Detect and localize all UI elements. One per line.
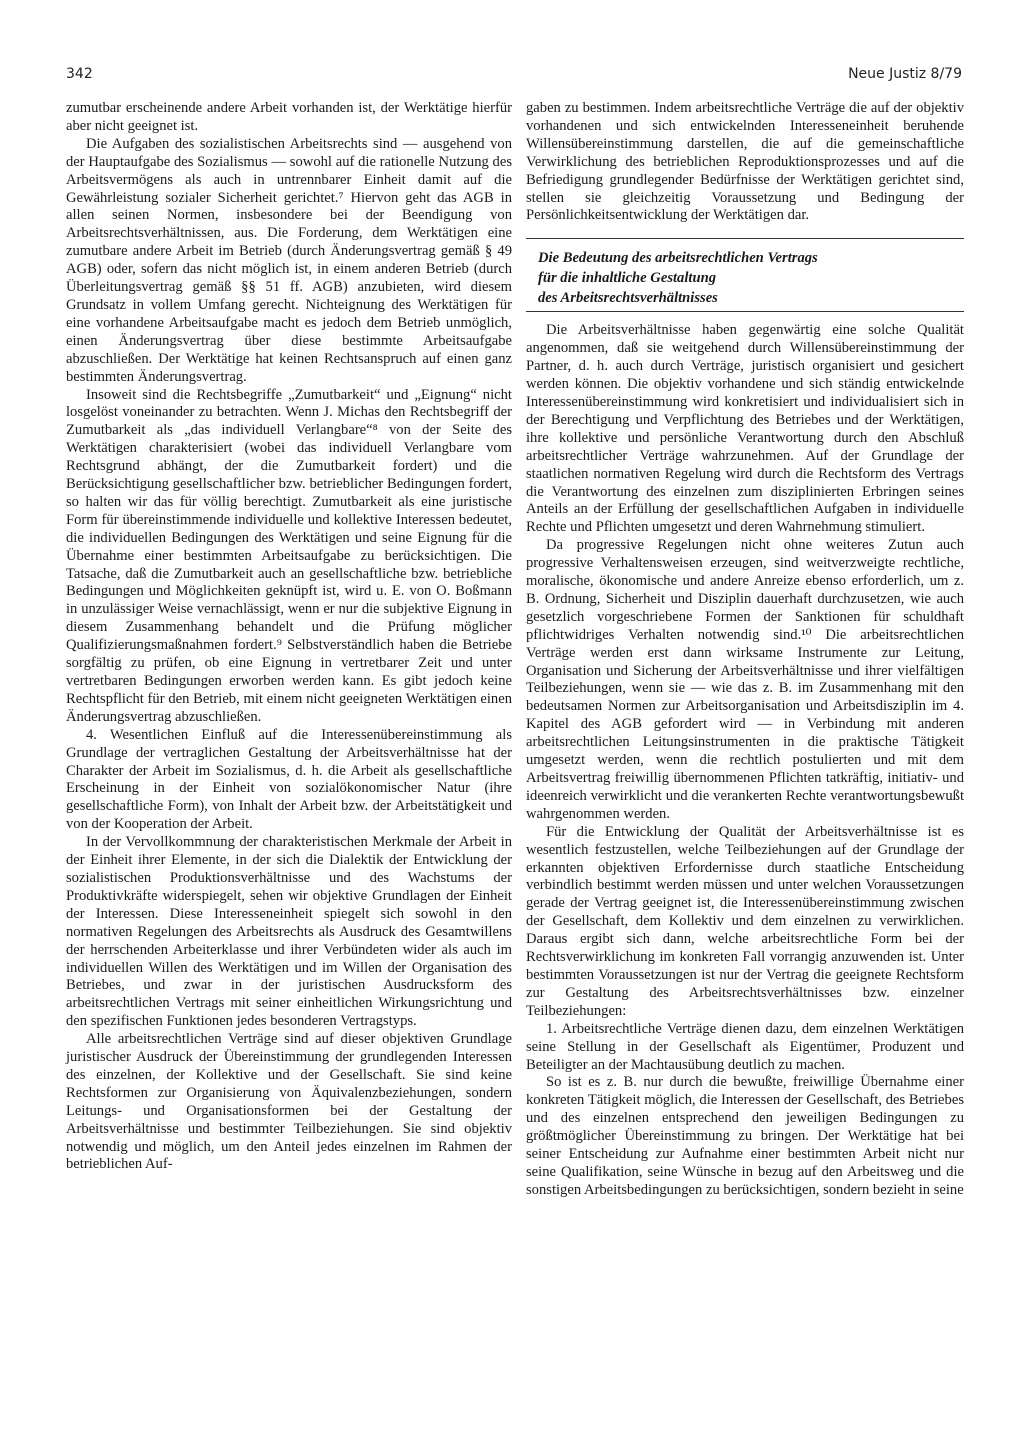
paragraph: zumutbar erscheinende andere Arbeit vorhanden ist, der Werktätige hierfür aber nicht geeignet ist. xyxy=(66,100,512,134)
section-divider xyxy=(526,311,964,312)
journal-title: Neue Justiz 8/79 xyxy=(848,66,962,82)
right-column xyxy=(526,100,964,1200)
paragraph: Für die Entwicklung der Qualität der Arbeitsverhältnisse ist es wesentlich festzustellen, welche Teilbeziehungen auf der Grundlage der erkannten objektiven Erfordernisse durch staatliche Entscheidung verbindlich bestimmt werden müssen und unter welchen Voraussetzungen gerade der Vertrag geeignet ist, die Interessenübereinstimmung zwischen der Gesellschaft, dem Kollektiv und dem einzelnen zu verwirklichen. Daraus ergibt sich dann, welche arbeitsrechtliche Form bei der Rechtsverwirklichung im konkreten Fall vorrangig anzuwenden ist. Unter bestimmten Voraussetzungen ist nur der Vertrag die geeignete Rechtsform zur Gestaltung des Arbeitsrechtsverhältnisses bzw. einzelner Teilbeziehungen: xyxy=(526,823,964,1019)
section-heading-line: Die Bedeutung des arbeitsrechtlichen Vertrags xyxy=(538,250,818,267)
paragraph: In der Vervollkommnung der charakteristischen Merkmale der Arbeit in der Einheit ihrer Elemente, in der sich die Dialektik der Entwicklung der sozialistischen Produktionsverhältnisse und des Wachstums der Produktivkräfte widerspiegelt, sehen wir objektive Grundlagen der Einheit der Interessen. Diese Interesseneinheit spiegelt sich sowohl in den normativen Regelungen des Arbeitsrechts als Ausdruck des Gesamtwillens der herrschenden Arbeiterklasse und ihrer Verbündeten wider als auch im individuellen Willen des Werktätigen und im Willen der Organisation des Betriebes, und zwar in der juristischen Ausdrucksform des arbeitsrechtlichen Vertrags mit seiner einheitlichen Wirkungsrichtung und den spezifischen Funktionen jedes besonderen Vertragstyps. xyxy=(66,834,512,1030)
section-heading xyxy=(526,249,964,307)
paragraph: gaben zu bestimmen. Indem arbeitsrechtliche Verträge die auf der objektiv vorhandenen und sich entwickelnden Interesseneinheit beruhende Willensübereinstimmung darstellen, die auf die gemeinschaftliche Verwirklichung des betrieblichen Reproduktionsprozesses und auf die Befriedigung grundlegender Bedürfnisse der Werktätigen gerichtet sind, stellen sie gleichzeitig Voraussetzung und Bedingung der Persönlichkeitsentwicklung der Werktätigen dar. xyxy=(526,100,964,224)
left-column xyxy=(66,100,512,1174)
section-divider xyxy=(526,238,964,239)
paragraph: So ist es z. B. nur durch die bewußte, freiwillige Übernahme einer konkreten Tätigkeit möglich, die Interessen der Gesellschaft, des Betriebes und des einzelnen entsprechend den jeweiligen Bedingungen zu größtmöglicher Übereinstimmung zu bringen. Der Werktätige hat bei seiner Entscheidung zur Aufnahme einer bestimmten Arbeit nicht nur seine Qualifikation, seine Wünsche in bezug auf den Arbeitsweg und die sonstigen Arbeitsbedingungen zu berücksichtigen, sondern bezieht in seine xyxy=(526,1074,964,1198)
paragraph: 1. Arbeitsrechtliche Verträge dienen dazu, dem einzelnen Werktätigen seine Stellung in der Gesellschaft als Eigentümer, Produzent und Beteiligter an der Machtausübung deutlich zu machen. xyxy=(526,1020,964,1073)
paragraph: Die Arbeitsverhältnisse haben gegenwärtig eine solche Qualität angenommen, daß sie weitgehend durch Willensübereinstimmung der Partner, d. h. auch durch Verträge, juristisch organisiert und gesichert werden können. Die objektiv vorhandene und sich ständig entwickelnde Interessenübereinstimmung wird konkretisiert und individualisiert sich in der Berechtigung und Verpflichtung des Betriebes und der Werktätigen, ihre kollektive und persönliche Verantwortung durch den Abschluß arbeitsrechtlicher Verträge wahrzunehmen. Auf der Grundlage der staatlichen normativen Regelung wird durch die Rechtsform des Vertrags die Verantwortung des einzelnen zum disziplinierten Erbringen seines Anteils an der Erfüllung der gesellschaftlichen Aufgaben in individuelle Rechte und Pflichten umgesetzt und deren Wahrnehmung stimuliert. xyxy=(526,322,964,536)
paragraph: Insoweit sind die Rechtsbegriffe „Zumutbarkeit“ und „Eignung“ nicht losgelöst voneinander zu betrachten. Wenn J. Michas den Rechtsbegriff der Zumutbarkeit als „das individuell Verlangbare“⁸ von der Seite des Werktätigen charakterisiert (wobei das individuell Verlangbare vom Rechtsgrund abhängt, der die Zumutbarkeit fordert) und die Berücksichtigung gesellschaftlicher bzw. betrieblicher Bedingungen fordert, so halten wir das für völlig berechtigt. Zumutbarkeit als eine juristische Form für übereinstimmende individuelle und kollektive Interessen bedeutet, die individuellen Bedingungen des Werktätigen und seine Eignung für die Übernahme einer bestimmten Arbeitsaufgabe zu berücksichtigen. Die Tatsache, daß die Zumutbarkeit auch an gesellschaftliche bzw. betriebliche Bedingungen und Möglichkeiten geknüpft ist, wird u. E. von O. Boßmann in unzulässiger Weise vernachlässigt, wenn er nur die subjektive Eignung in diesem Zusammenhang behandelt und die Prüfung möglicher Qualifizierungsmaßnahmen fordert.⁹ Selbstverständlich haben die Betriebe sorgfältig zu prüfen, ob eine Eignung in vertretbarer Zeit und unter vertretbaren Bedingungen erworben werden kann. Es gibt jedoch keine Rechtspflicht für den Betrieb, mit einem nicht geeigneten Werktätigen einen Änderungsvertrag abzuschließen. xyxy=(66,386,512,725)
page-number: 342 xyxy=(66,66,93,82)
section-heading-line: für die inhaltliche Gestaltung xyxy=(538,270,716,287)
page-header xyxy=(66,66,962,82)
paragraph: Die Aufgaben des sozialistischen Arbeitsrechts sind — ausgehend von der Hauptaufgabe des Sozialismus — sowohl auf die rationelle Nutzung des Arbeitsvermögens als auch in untrennbarer Einheit damit auf die Gewährleistung sozialer Sicherheit gerichtet.⁷ Hiervon geht das AGB in allen seinen Normen, insbesondere bei der Beendigung von Arbeitsrechtsverhältnissen, aus. Die Forderung, dem Werktätigen eine zumutbare andere Arbeit im Betrieb (durch Änderungsvertrag gemäß § 49 AGB) oder, sofern das nicht möglich ist, in einem anderen Betrieb (durch Überleitungsvertrag gemäß §§ 51 ff. AGB) anzubieten, wird diesem Grundsatz in vollem Umfang gerecht. Nichteignung des Werktätigen für eine vorhandene Arbeitsaufgabe macht es jedoch dem Betrieb unmöglich, einen Änderungsvertrag über diese bestimmte Arbeitsaufgabe abzuschließen. Der Werktätige hat keinen Rechtsanspruch auf einen ganz bestimmten Änderungsvertrag. xyxy=(66,135,512,385)
paragraph: Alle arbeitsrechtlichen Verträge sind auf dieser objektiven Grundlage juristischer Ausdruck der Übereinstimmung der grundlegenden Interessen des einzelnen, der Kollektive und der Gesellschaft. Sie sind keine Rechtsformen zur Organisierung von Äquivalenzbeziehungen, sondern Leitungs- und Organisationsformen bei der Gestaltung der Arbeitsverhältnisse und bestimmter Teilbeziehungen. Sie sind objektiv notwendig und möglich, um den Anteil jedes einzelnen im Rahmen der betrieblichen Auf- xyxy=(66,1031,512,1173)
paragraph: Da progressive Regelungen nicht ohne weiteres Zutun auch progressive Verhaltensweisen erzeugen, sind weitverzweigte rechtliche, moralische, ökonomische und andere Anreize ebenso erforderlich, um z. B. Ordnung, Sicherheit und Disziplin dauerhaft durchzusetzen, wie auch gesetzlich vorgeschriebene Formen der Sanktionen für schuldhaft pflichtwidriges Verhalten notwendig sind.¹⁰ Die arbeitsrechtlichen Verträge werden erst dann wirksame Instrumente zur Leitung, Organisation und Sicherung der Arbeitsverhältnisse und ihrer vielfältigen Teilbeziehungen, wenn sie — wie das z. B. im Zusammenhang mit den bedeutsamen Normen zur Arbeitsorganisation und Arbeitsdisziplin im 4. Kapitel des AGB gefordert wird — in Verbindung mit anderen arbeitsrechtlichen Leitungsinstrumenten in die praktische Tätigkeit umgesetzt werden, wenn die rechtlich postulierten und mit dem Arbeitsvertrag freiwillig übernommenen Pflichten tatkräftig, initiativ- und ideenreich verwirklicht und die verankerten Rechte verantwortungsbewußt wahrgenommen werden. xyxy=(526,537,964,822)
section-heading-line: des Arbeitsrechtsverhältnisses xyxy=(538,290,718,307)
paragraph: 4. Wesentlichen Einfluß auf die Interessenübereinstimmung als Grundlage der vertraglichen Gestaltung der Arbeitsverhältnisse hat der Charakter der Arbeit im Sozialismus, d. h. die Arbeit als gesellschaftliche Erscheinung in der Einheit von sozialökonomischer Natur (ihre gesellschaftliche Form), von Inhalt der Arbeit bzw. der Arbeitstätigkeit und von der Kooperation der Arbeit. xyxy=(66,726,512,833)
